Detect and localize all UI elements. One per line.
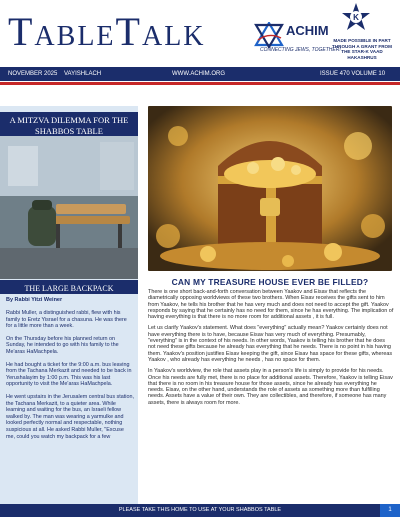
sidebar-paragraph: He went upstairs in the Jerusalem central bus station, the Tachana Merkazit, to a quieter area. While learning and waiting for the bus, an Israeli fellow walked by. The man was wearing a yarmulke and looked perfectly normal and respectable, nothing suspicious at all. He asked Rabbi Muller, "Excuse me, could you watch my backpack for a few (6, 393, 134, 440)
grant-notice: MADE POSSIBLE IN PART THROUGH A GRANT FROM THE STAR-K VAAD HAKASHRUS (332, 38, 392, 60)
page-number: 1 (380, 504, 400, 517)
star-k-seal-icon (341, 2, 371, 36)
divider-line (0, 82, 400, 85)
bus-station-photo (0, 136, 138, 279)
website-link[interactable]: WWW.ACHIM.ORG (172, 71, 225, 77)
issue-info-bar (0, 67, 400, 81)
article-headline: CAN MY TREASURE HOUSE EVER BE FILLED? (171, 277, 369, 287)
svg-text:K: K (353, 13, 359, 22)
article-paragraph: There is one short back-and-forth conversation between Yaakov and Eisav that reflects the diametrically opposing worldviews of these two brothers. When Eisav receives the gifts sent to him from Yaakov, he tells his brother that he has very much and does not need to accept the gift. Yaakov responds by saying that he certainly has no need for them, since he has everything. The implication of having everything is that there is no more room for additional assets , it is full. (148, 289, 394, 321)
footer-text: PLEASE TAKE THIS HOME TO USE AT YOUR SHABBOS TABLE (118, 507, 282, 513)
star-of-david-logo-icon (254, 22, 284, 48)
story-title: THE LARGE BACKPACK (0, 280, 138, 294)
treasure-chest-illustration (148, 106, 392, 271)
achim-logo[interactable] (252, 20, 341, 60)
footer-bar (0, 504, 400, 517)
sidebar-story-text (6, 310, 134, 446)
article-paragraph: Let us clarify Yaakov's statement. What does "everything" actually mean? Yaakov certainly does not have everything there is to have, because Eisav has very much of everything. Presumably, "everything" is in the context of his needs. In other words, Yaakov is telling his brother that he does not need these gifts because he already has everything that he needs. There is no point in his having them. Yaakov's position justifies Eisav keeping the gift, since Eisav has space for these gifts, whereas Yaakov , who already has everything he needs , has no space for them. (148, 325, 393, 363)
achim-name: ACHIM (286, 23, 329, 38)
issue-number: ISSUE 470 VOLUME 10 (320, 71, 386, 77)
sidebar-paragraph: He had bought a ticket for the 9:00 a.m. bus leaving from the Tachana Merkazit and needed to be back in Yerushalayim by 1:00 p.m. This was his last opportunity to visit the Me'aras HaMachpela. (6, 361, 132, 388)
newsletter-title (8, 10, 206, 54)
sidebar-header: A MITZVA DILEMMA FOR THE SHABBOS TABLE (0, 112, 138, 138)
sidebar-paragraph: On the Thursday before his planned return on Sunday, he intended to go with his family to the Me'aras HaMachpela. (6, 335, 119, 355)
achim-tagline: CONNECTING JEWS, TOGETHER! (260, 47, 341, 53)
brand-text: TableTalk (8, 9, 206, 54)
sidebar-column (0, 106, 138, 504)
sidebar-paragraph: Rabbi Muller, a distinguished rabbi, flew with his family to Eretz Yisrael for a chasuna. He was there for a little more than a week. (6, 310, 127, 330)
issue-date: NOVEMBER 2025 (8, 71, 58, 77)
parsha-name: VAYISHLACH (64, 71, 102, 77)
masthead (0, 0, 400, 64)
article-paragraph: In Yaakov's worldview, the role that assets play in a person's life is simply to provide for his needs. Once his needs are fully met, there is no place for additional assets. Therefore, Yaakov is telling Eisav that there is no room in his treasure house for those assets, since he already has everything he needs. Eisav, on the other hand, understands the role of assets as something more than fulfilling needs. Assets have a value of their own. They are collectibles, and therefore, if someone has many assets, there is always room for more. (148, 368, 393, 406)
byline: By Rabbi Yitzi Weiner (6, 297, 63, 303)
article-body (148, 289, 394, 411)
